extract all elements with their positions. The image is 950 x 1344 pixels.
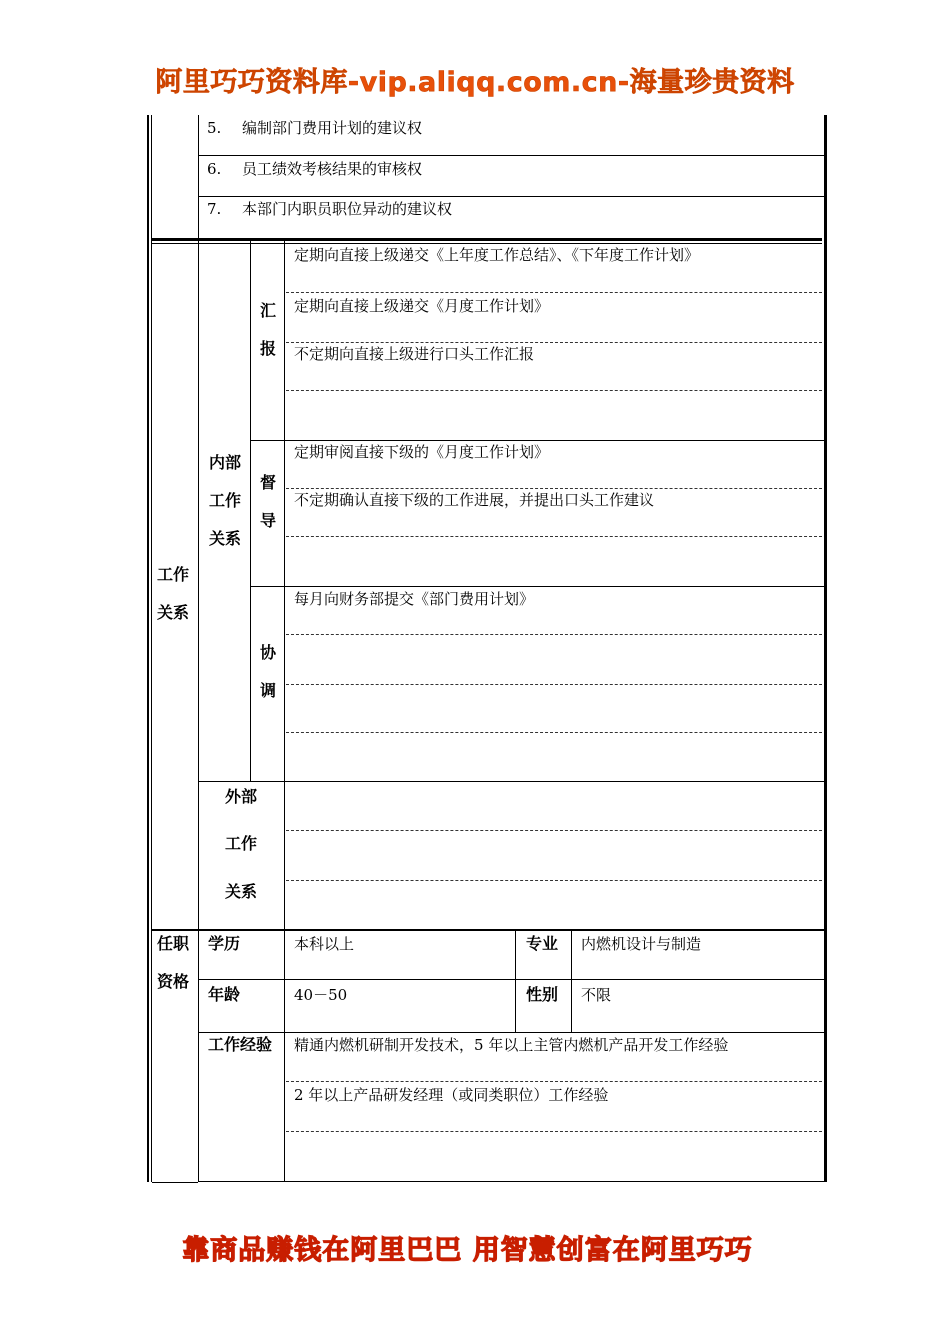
supervise-item: 定期审阅直接下级的《月度工作计划》 [294, 443, 550, 461]
table-border-left [147, 115, 149, 1182]
col-divider-2 [250, 240, 251, 781]
external-relations-label: 关系 [225, 882, 258, 901]
row-line [198, 781, 824, 782]
header-banner: 阿里巧巧资料库-vip.aliqq.com.cn-海量珍贵资料 [155, 67, 795, 98]
report-item: 定期向直接上级递交《上年度工作总结》、《下年度工作计划》 [294, 246, 700, 264]
col-divider-3 [284, 240, 285, 930]
dashed-line [286, 634, 822, 635]
major-value: 内燃机设计与制造 [581, 935, 702, 953]
dashed-line [286, 732, 822, 733]
dashed-line [286, 342, 822, 343]
section-divider-thin [152, 243, 822, 244]
gender-label: 性别 [526, 985, 559, 1004]
col-divider [515, 929, 516, 1032]
item-number: 6. [207, 160, 222, 178]
coordinate-item: 每月向财务部提交《部门费用计划》 [294, 590, 535, 608]
coordinate-label: 协 [260, 643, 277, 662]
item-number: 7. [207, 200, 222, 218]
experience-label: 工作经验 [208, 1035, 273, 1054]
report-item: 定期向直接上级递交《月度工作计划》 [294, 297, 550, 315]
qualifications-label: 任职 [157, 934, 190, 953]
footer-banner: 靠商品赚钱在阿里巴巴 用智慧创富在阿里巧巧 [182, 1235, 753, 1266]
supervise-label: 督 [260, 473, 277, 492]
report-item: 不定期向直接上级进行口头工作汇报 [294, 345, 535, 363]
education-label: 学历 [208, 934, 241, 953]
internal-relations-label: 工作 [209, 491, 242, 510]
authority-item: 本部门内职员职位异动的建议权 [242, 200, 453, 218]
section-divider [152, 238, 822, 241]
work-relations-label: 工作 [157, 565, 190, 584]
dashed-line [286, 880, 822, 881]
major-label: 专业 [526, 934, 559, 953]
external-relations-label: 工作 [225, 834, 258, 853]
internal-relations-label: 内部 [209, 453, 242, 472]
item-number: 5. [207, 119, 222, 137]
row-line [152, 929, 824, 931]
age-value: 40－50 [294, 986, 348, 1004]
authority-item: 编制部门费用计划的建议权 [242, 119, 423, 137]
table-bottom [198, 1181, 826, 1182]
work-relations-label: 关系 [157, 603, 190, 622]
col-divider [284, 929, 285, 1182]
row-line [198, 196, 824, 197]
external-relations-label: 外部 [225, 787, 258, 806]
dashed-line [286, 830, 822, 831]
row-line [198, 155, 824, 156]
age-label: 年龄 [208, 985, 241, 1004]
coordinate-label: 调 [260, 681, 277, 700]
row-line [198, 1032, 824, 1033]
dashed-line [286, 536, 822, 537]
row-line [250, 586, 824, 587]
experience-item: 精通内燃机研制开发技术，5 年以上主管内燃机产品开发工作经验 [294, 1036, 729, 1054]
education-value: 本科以上 [294, 935, 355, 953]
table-border-left-inner [151, 115, 152, 1182]
report-label: 报 [260, 339, 277, 358]
authority-item: 员工绩效考核结果的审核权 [242, 160, 423, 178]
col-divider-1 [198, 115, 199, 1182]
gender-value: 不限 [581, 986, 612, 1004]
experience-item: 2 年以上产品研发经理（或同类职位）工作经验 [294, 1086, 609, 1104]
supervise-label: 导 [260, 511, 277, 530]
qualifications-label: 资格 [157, 972, 190, 991]
row-line [198, 979, 824, 980]
report-label: 汇 [260, 301, 277, 320]
dashed-line [286, 292, 822, 293]
table-bottom [152, 1182, 198, 1183]
dashed-line [286, 488, 822, 489]
dashed-line [286, 390, 822, 391]
table-border-right [824, 115, 827, 1182]
row-line [250, 440, 824, 441]
internal-relations-label: 关系 [209, 529, 242, 548]
dashed-line [286, 1131, 822, 1132]
col-divider [571, 929, 572, 1032]
dashed-line [286, 1081, 822, 1082]
dashed-line [286, 684, 822, 685]
supervise-item: 不定期确认直接下级的工作进展，并提出口头工作建议 [294, 491, 655, 509]
